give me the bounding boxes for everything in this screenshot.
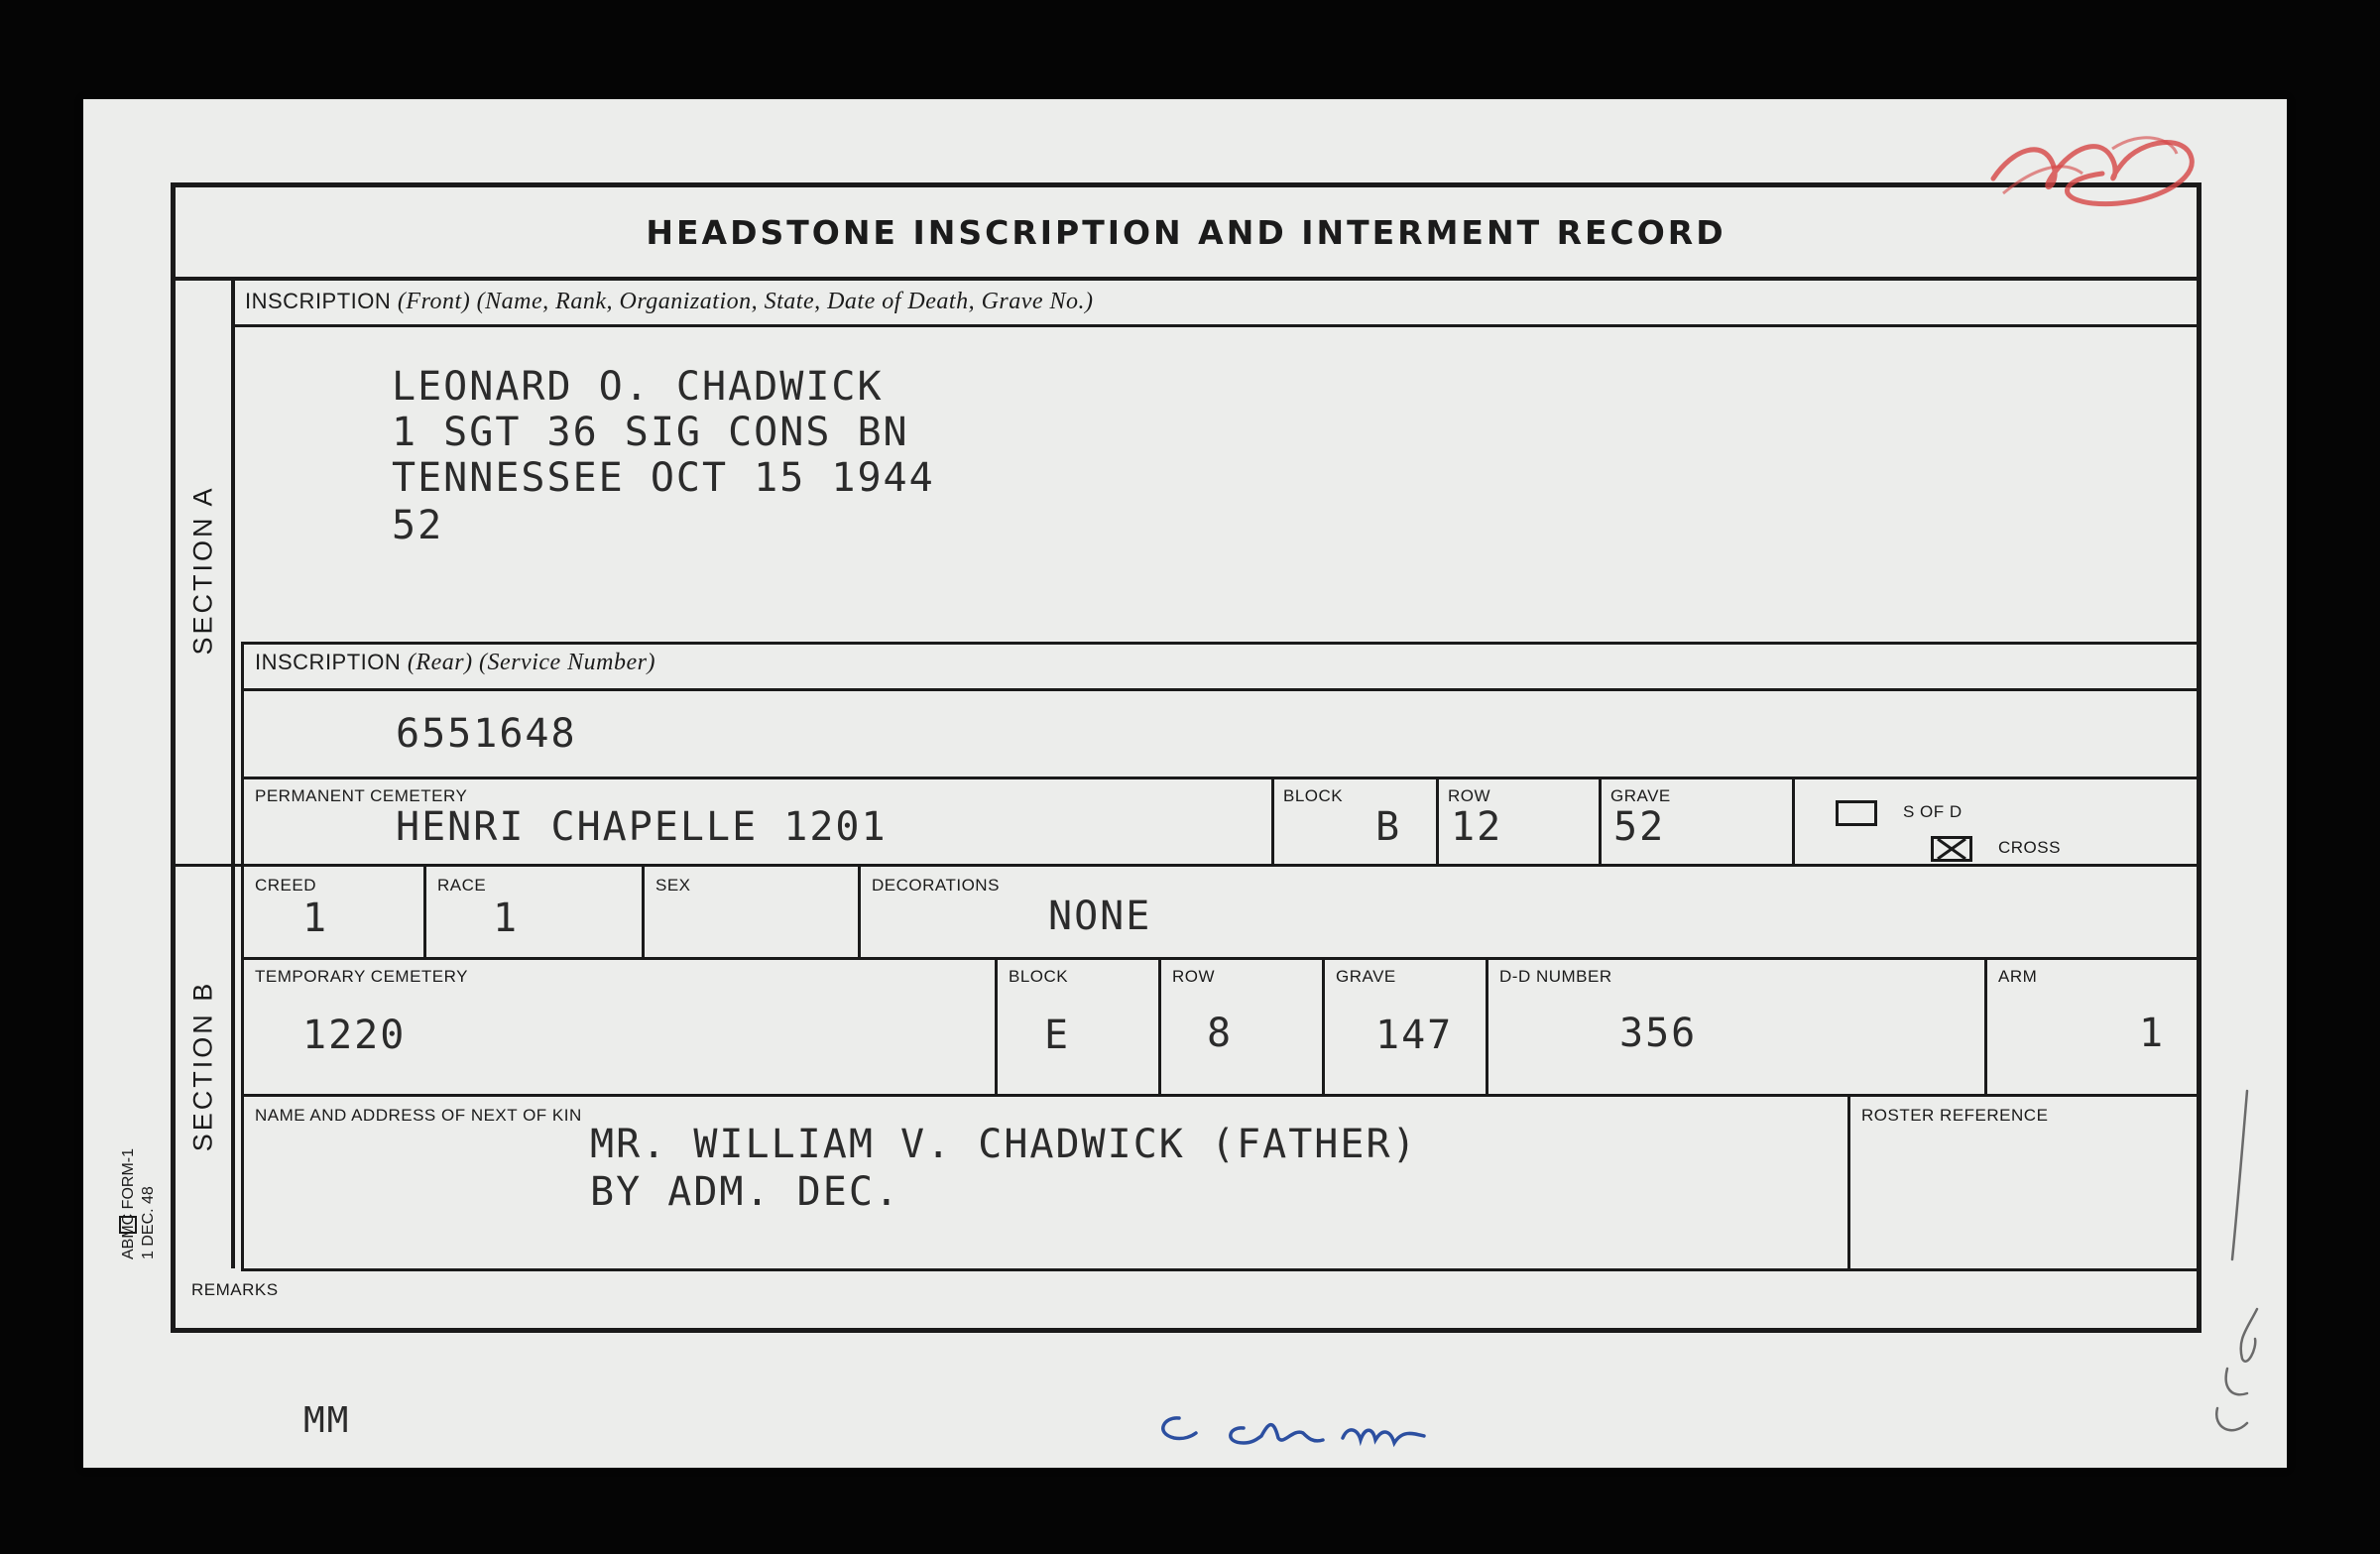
temporary-block-label: BLOCK (1009, 967, 1069, 986)
divider (423, 864, 426, 957)
pencil-margin-mark-icon (2188, 1071, 2287, 1468)
inscription-rear-caption: INSCRIPTION (Rear) (Service Number) (255, 650, 655, 675)
permanent-cemetery-value: HENRI CHAPELLE 1201 (396, 804, 888, 850)
arm-value: 1 (2139, 1011, 2166, 1056)
dd-number-label: D-D NUMBER (1499, 967, 1612, 986)
sofd-label: S OF D (1903, 802, 1963, 821)
temporary-grave-value: 147 (1375, 1013, 1454, 1058)
divider (1436, 777, 1439, 864)
permanent-grave-label: GRAVE (1610, 786, 1671, 805)
section-b-column (176, 864, 235, 1268)
arm-label: ARM (1998, 967, 2038, 986)
dd-number-value: 356 (1619, 1011, 1698, 1056)
remarks-label: REMARKS (191, 1280, 279, 1299)
inscription-front-caption: INSCRIPTION (Front) (Name, Rank, Organization, State, Date of Death, Grave No.) (245, 289, 1094, 314)
temporary-row-value: 8 (1207, 1011, 1234, 1056)
permanent-cemetery-label: PERMANENT CEMETERY (255, 786, 468, 805)
decorations-label: DECORATIONS (872, 876, 1000, 895)
section-a-column (176, 277, 235, 864)
checked-x-icon (1934, 839, 1969, 859)
temporary-cemetery-value: 1220 (302, 1013, 407, 1058)
divider (241, 642, 244, 867)
creed-label: CREED (255, 876, 317, 895)
divider (1599, 777, 1602, 864)
divider (1792, 777, 1795, 864)
inscription-front-line-3: TENNESSEE OCT 15 1944 (392, 455, 935, 501)
temporary-block-value: E (1044, 1013, 1071, 1058)
temporary-grave-label: GRAVE (1336, 967, 1396, 986)
permanent-grave-value: 52 (1613, 804, 1666, 850)
divider (241, 1094, 2197, 1097)
divider (1847, 1094, 1850, 1268)
inscription-front-line-2: 1 SGT 36 SIG CONS BN (392, 410, 909, 455)
divider (241, 864, 244, 1268)
divider (995, 957, 998, 1094)
roster-reference-label: ROSTER REFERENCE (1861, 1106, 2049, 1125)
divider (241, 1268, 2197, 1271)
sofd-checkbox[interactable] (1836, 800, 1877, 826)
divider (241, 777, 2197, 779)
divider (241, 957, 2197, 960)
race-label: RACE (437, 876, 487, 895)
form-identifier: ABMC FORM-1 1 DEC. 48 (120, 1148, 157, 1259)
inscription-front-line-1: LEONARD O. CHADWICK (392, 364, 884, 410)
temporary-row-label: ROW (1172, 967, 1216, 986)
divider (642, 864, 645, 957)
inscription-front-line-4: 52 (392, 503, 444, 548)
form-title: HEADSTONE INSCRIPTION AND INTERMENT RECORD (176, 187, 2197, 281)
temporary-cemetery-label: TEMPORARY CEMETERY (255, 967, 468, 986)
red-pencil-scribble-icon (1973, 119, 2211, 258)
permanent-block-value: B (1375, 804, 1402, 850)
form-frame (171, 182, 2202, 1333)
next-of-kin-label: NAME AND ADDRESS OF NEXT OF KIN (255, 1106, 582, 1125)
cross-label: CROSS (1998, 838, 2061, 857)
permanent-row-label: ROW (1448, 786, 1491, 805)
headstone-record-card (83, 99, 2287, 1468)
divider (235, 324, 2197, 327)
divider (241, 688, 2197, 691)
divider (176, 864, 2197, 867)
next-of-kin-line-1: MR. WILLIAM V. CHADWICK (FATHER) (590, 1122, 1418, 1167)
divider (1322, 957, 1325, 1094)
footer-initials: MM (303, 1400, 351, 1441)
divider (858, 864, 861, 957)
form-identifier-box (119, 1216, 137, 1234)
divider (1984, 957, 1987, 1094)
race-value: 1 (493, 896, 520, 941)
decorations-value: NONE (1048, 894, 1152, 939)
sex-label: SEX (655, 876, 691, 895)
next-of-kin-line-2: BY ADM. DEC. (590, 1169, 900, 1215)
divider (1158, 957, 1161, 1094)
permanent-row-value: 12 (1451, 804, 1503, 850)
divider (1271, 777, 1274, 864)
creed-value: 1 (302, 896, 329, 941)
cross-checkbox[interactable] (1931, 836, 1972, 862)
blue-ink-signature-icon (1134, 1388, 1551, 1468)
service-number: 6551648 (396, 711, 577, 757)
divider (241, 642, 2197, 645)
section-a-label: SECTION A (187, 485, 218, 656)
divider (1486, 957, 1488, 1094)
section-b-label: SECTION B (187, 980, 218, 1152)
permanent-block-label: BLOCK (1283, 786, 1344, 805)
